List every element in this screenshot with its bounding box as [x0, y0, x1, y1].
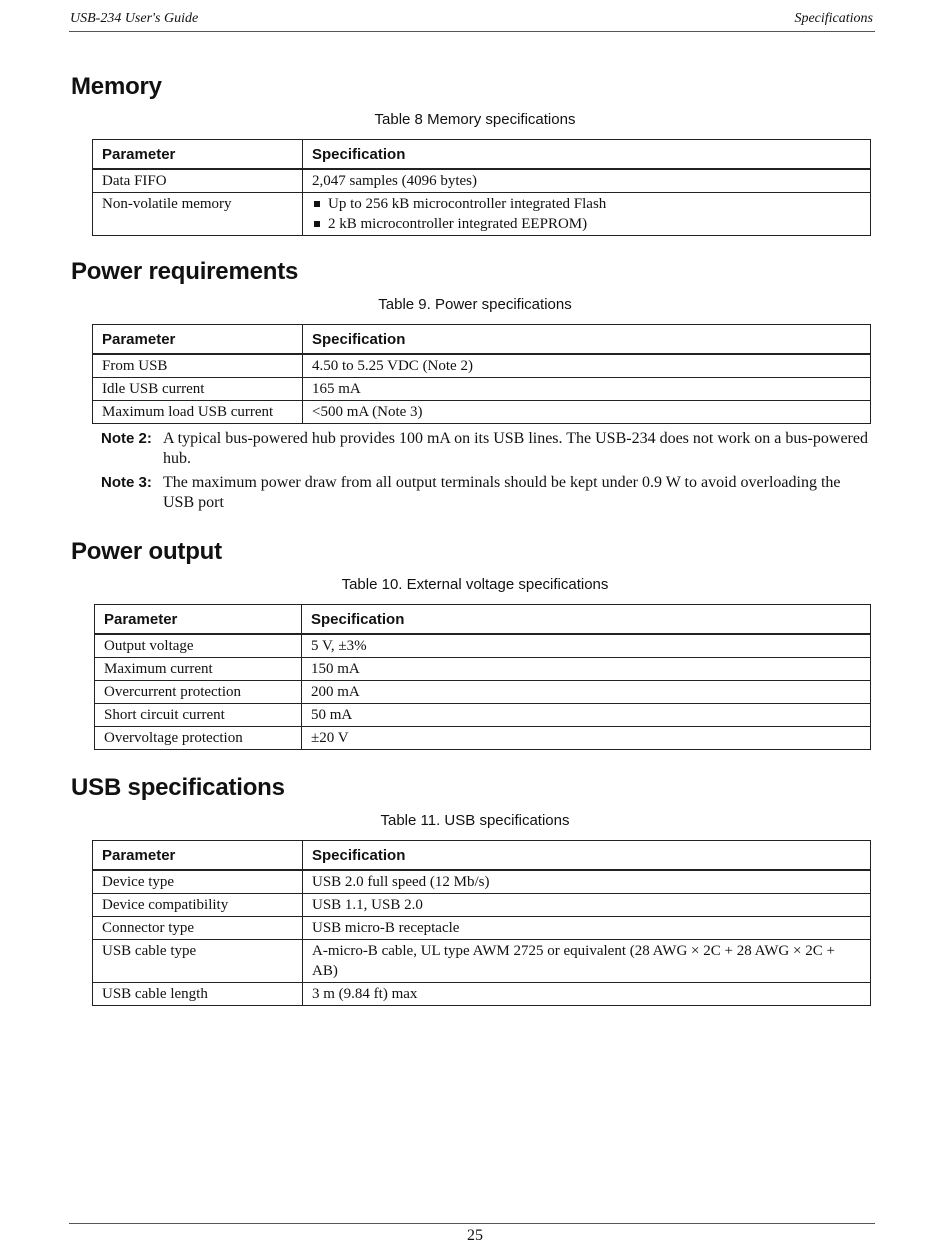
param-cell: From USB: [93, 354, 303, 378]
spec-cell: 5 V, ±3%: [302, 634, 871, 658]
param-cell: Overcurrent protection: [95, 681, 302, 704]
spec-cell: USB micro-B receptacle: [303, 917, 871, 940]
column-header-specification: Specification: [303, 140, 871, 170]
power-output-table: [94, 604, 871, 750]
table-row: [95, 634, 871, 658]
param-cell: Output voltage: [95, 634, 302, 658]
table-row: [93, 169, 871, 193]
note-2: [101, 429, 871, 471]
table-row: [95, 704, 871, 727]
param-cell: Short circuit current: [95, 704, 302, 727]
square-bullet-icon: [314, 221, 320, 227]
bullet-item: [312, 194, 861, 214]
table-row: [93, 894, 871, 917]
running-header: [69, 11, 875, 32]
bullet-item: [312, 214, 861, 234]
table-header-row: [93, 140, 871, 170]
param-cell: Device compatibility: [93, 894, 303, 917]
table-caption-usb: Table 11. USB specifications: [380, 812, 570, 829]
table-row: [95, 681, 871, 704]
param-cell: Overvoltage protection: [95, 727, 302, 750]
usb-table: [92, 840, 871, 1006]
spec-cell: USB 1.1, USB 2.0: [303, 894, 871, 917]
note-label: Note 2:: [101, 430, 152, 447]
bullet-text: Up to 256 kB microcontroller integrated Flash: [328, 196, 607, 212]
table-row: [93, 917, 871, 940]
section-title-usb: USB specifications: [71, 774, 285, 801]
header-guide-title: USB-234 User's Guide: [70, 11, 199, 26]
table-row: [93, 354, 871, 378]
table-caption-power-output: Table 10. External voltage specifications: [341, 576, 609, 593]
param-cell: Connector type: [93, 917, 303, 940]
note-text: A typical bus-powered hub provides 100 mA on its USB lines. The USB-234 does not work on a bus-powered hub.: [163, 430, 868, 467]
table-header-row: [93, 325, 871, 355]
note-3: [101, 473, 871, 515]
table-row: [95, 658, 871, 681]
table-caption-memory: Table 8 Memory specifications: [374, 111, 576, 128]
column-header-specification: Specification: [302, 605, 871, 635]
spec-cell-bullets: [303, 193, 871, 236]
header-section-name: Specifications: [794, 11, 873, 26]
param-cell: Non-volatile memory: [93, 193, 303, 236]
table-row: [93, 401, 871, 424]
spec-cell: 2,047 samples (4096 bytes): [303, 169, 871, 193]
footer-rule: [69, 1223, 875, 1224]
param-cell: Maximum current: [95, 658, 302, 681]
param-cell: Device type: [93, 870, 303, 894]
section-title-memory: Memory: [71, 73, 162, 100]
column-header-parameter: Parameter: [95, 605, 302, 635]
column-header-parameter: Parameter: [93, 140, 303, 170]
spec-cell: 4.50 to 5.25 VDC (Note 2): [303, 354, 871, 378]
spec-cell: 200 mA: [302, 681, 871, 704]
page-number: 25: [467, 1227, 483, 1244]
spec-cell: 150 mA: [302, 658, 871, 681]
param-cell: Idle USB current: [93, 378, 303, 401]
note-text: The maximum power draw from all output terminals should be kept under 0.9 W to avoid overloading the USB port: [163, 474, 841, 511]
spec-cell: 165 mA: [303, 378, 871, 401]
column-header-parameter: Parameter: [93, 325, 303, 355]
power-table: [92, 324, 871, 424]
table-header-row: [93, 841, 871, 871]
table-row: [93, 983, 871, 1006]
square-bullet-icon: [314, 201, 320, 207]
column-header-specification: Specification: [303, 841, 871, 871]
spec-cell: A-micro-B cable, UL type AWM 2725 or equivalent (28 AWG × 2C + 28 AWG × 2C + AB): [303, 940, 871, 983]
spec-cell: 50 mA: [302, 704, 871, 727]
table-header-row: [95, 605, 871, 635]
param-cell: USB cable length: [93, 983, 303, 1006]
param-cell: Data FIFO: [93, 169, 303, 193]
section-title-power-requirements: Power requirements: [71, 258, 299, 285]
param-cell: Maximum load USB current: [93, 401, 303, 424]
table-row: [95, 727, 871, 750]
bullet-text: 2 kB microcontroller integrated EEPROM): [328, 216, 588, 232]
table-row: [93, 940, 871, 983]
table-row: [93, 870, 871, 894]
column-header-specification: Specification: [303, 325, 871, 355]
param-cell: USB cable type: [93, 940, 303, 983]
table-caption-power: Table 9. Power specifications: [378, 296, 572, 313]
section-title-power-output: Power output: [71, 538, 222, 565]
table-row: [93, 378, 871, 401]
spec-cell: USB 2.0 full speed (12 Mb/s): [303, 870, 871, 894]
spec-cell: ±20 V: [302, 727, 871, 750]
note-label: Note 3:: [101, 474, 152, 491]
memory-table: [92, 139, 871, 236]
table-row: [93, 193, 871, 236]
column-header-parameter: Parameter: [93, 841, 303, 871]
spec-cell: 3 m (9.84 ft) max: [303, 983, 871, 1006]
spec-cell: <500 mA (Note 3): [303, 401, 871, 424]
